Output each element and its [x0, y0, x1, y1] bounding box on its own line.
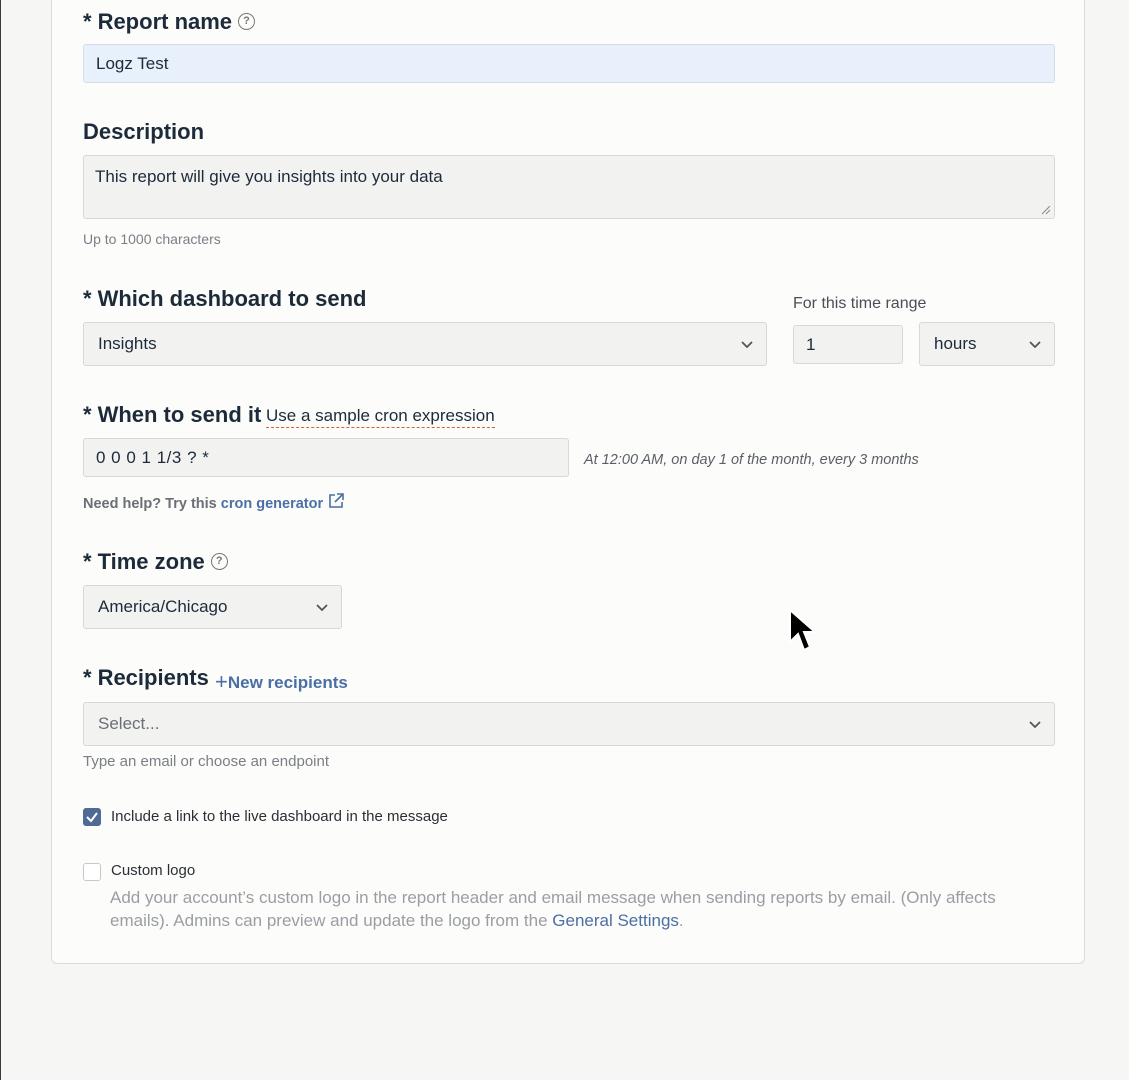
dashboard-select[interactable]: Insights [83, 322, 767, 366]
help-icon[interactable]: ? [211, 553, 228, 570]
time-range-input[interactable]: 1 [793, 325, 903, 364]
description-label: Description [83, 119, 205, 144]
sample-cron-link[interactable]: Use a sample cron expression [266, 406, 495, 428]
recipients-label: * Recipients [83, 665, 209, 690]
custom-logo-label[interactable]: Custom logo [111, 862, 196, 879]
mouse-cursor-icon [788, 608, 818, 654]
report-form-card [51, 0, 1085, 964]
description-hint: Up to 1000 characters [83, 231, 221, 247]
include-link-label[interactable]: Include a link to the live dashboard in the message [111, 808, 448, 825]
cron-description: At 12:00 AM, on day 1 of the month, every 3 months [584, 452, 919, 468]
report-name-label: * Report name ? [83, 9, 255, 35]
recipients-select[interactable]: Select... [83, 702, 1055, 746]
report-name-input[interactable]: Logz Test [83, 44, 1055, 83]
cron-input[interactable]: 0 0 0 1 1/3 ? * [83, 438, 569, 477]
recipients-hint: Type an email or choose an endpoint [83, 753, 329, 770]
custom-logo-description: Add your account’s custom logo in the report header and email message when sending reports by email. (Only affects emails). Admins can preview and update the logo from the General Settings. [110, 888, 996, 930]
general-settings-link[interactable]: General Settings [552, 911, 679, 930]
dashboard-label: * Which dashboard to send [83, 286, 367, 311]
chevron-down-icon [1028, 337, 1042, 351]
checkmark-icon [85, 810, 99, 824]
help-icon[interactable]: ? [238, 13, 255, 30]
chevron-down-icon [740, 337, 754, 351]
time-unit-select[interactable]: hours [919, 322, 1055, 366]
include-link-checkbox[interactable] [83, 808, 101, 826]
schedule-label: * When to send it [83, 402, 262, 427]
external-link-icon[interactable] [327, 492, 345, 510]
chevron-down-icon [315, 600, 329, 614]
window-edge [0, 0, 1, 1080]
timezone-select[interactable]: America/Chicago [83, 585, 342, 629]
plus-icon: + [215, 669, 228, 694]
resize-handle-icon[interactable] [1041, 205, 1051, 215]
cron-help-text: Need help? Try this cron generator [83, 492, 345, 512]
time-range-label: For this time range [793, 295, 927, 312]
description-textarea[interactable]: This report will give you insights into your data [83, 155, 1055, 219]
custom-logo-checkbox[interactable] [83, 863, 101, 881]
new-recipients-link[interactable]: +New recipients [215, 669, 348, 694]
cron-generator-link[interactable]: cron generator [220, 496, 324, 512]
chevron-down-icon [1028, 717, 1042, 731]
timezone-label: * Time zone ? [83, 549, 228, 575]
